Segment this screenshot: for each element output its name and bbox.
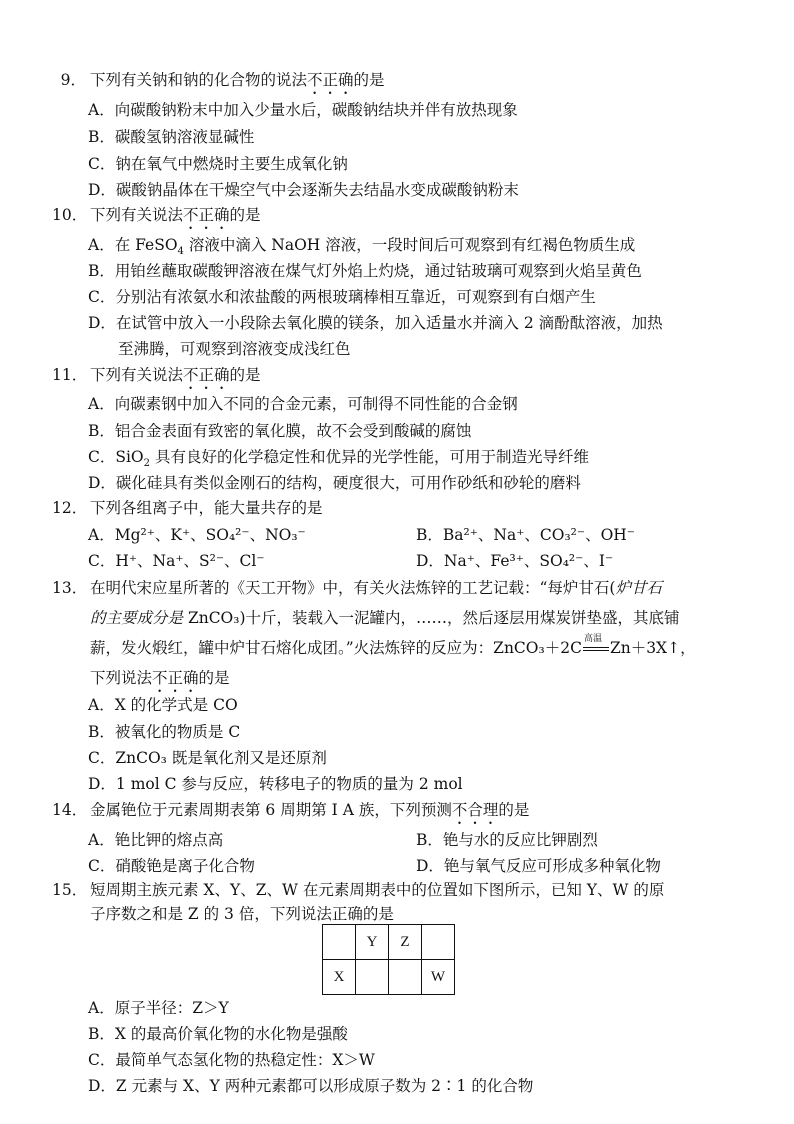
- q11-option-c-text-a: C．SiO: [88, 448, 144, 466]
- q15-number: 15．: [52, 881, 88, 899]
- grid-cell: [356, 960, 389, 995]
- q11-emphasis: 不正确: [183, 366, 230, 384]
- q13-line2-italic: 的主要成分是: [90, 609, 184, 627]
- q10-option-a-text-b: 溶液中滴入 NaOH 溶液，一段时间后可观察到有红褐色物质生成: [183, 236, 636, 254]
- reaction-condition-sign: [582, 634, 610, 658]
- q10-option-a: [88, 235, 636, 258]
- q14-stem-text-b: 的是: [498, 801, 530, 819]
- q13-line1-italic: 炉甘石: [615, 579, 662, 597]
- q10-number: 10．: [52, 206, 88, 224]
- q15-option-b: B．X 的最高价氧化物的水化物是强酸: [88, 1025, 348, 1043]
- grid-row-1: [323, 925, 455, 960]
- q13-stem-line4: [90, 668, 230, 696]
- q11-option-b: B．铝合金表面有致密的氧化膜，故不会受到酸碱的腐蚀: [88, 422, 472, 440]
- q11-number: 11．: [52, 366, 88, 384]
- q14-stem: [52, 800, 529, 828]
- q14-emphasis: 不合理: [451, 801, 499, 819]
- q12-stem: [52, 498, 323, 518]
- grid-cell: [323, 925, 356, 960]
- q9-number: 9．: [60, 71, 86, 89]
- grid-cell-y: Y: [356, 925, 389, 960]
- q14-option-c: C．硝酸铯是离子化合物: [88, 857, 255, 875]
- q13-line3-text-b: Zn＋3X↑，: [609, 639, 696, 657]
- grid-cell-w: W: [422, 960, 455, 995]
- reaction-condition-label: 高温: [583, 634, 602, 644]
- q9-stem-text-a: 下列有关钠和钠的化合物的说法: [90, 71, 308, 89]
- q9-stem: [52, 70, 385, 98]
- q10-stem-text-a: 下列有关说法: [90, 206, 184, 224]
- q12-option-d: D．Na⁺、Fe³⁺、SO₄²⁻、I⁻: [416, 552, 614, 570]
- q9-option-a: A．向碳酸钠粉末中加入少量水后，碳酸钠结块并伴有放热现象: [88, 101, 518, 119]
- q13-emphasis: 不正确: [152, 669, 199, 687]
- grid-cell-z: Z: [389, 925, 422, 960]
- q9-stem-text-b: 的是: [353, 71, 385, 89]
- q14-option-d: D．铯与氧气反应可形成多种氧化物: [416, 857, 661, 875]
- q15-stem-line1: [52, 880, 664, 900]
- q10-subscript: 4: [177, 246, 184, 258]
- q13-option-c: C．ZnCO₃ 既是氧化剂又是还原剂: [88, 749, 327, 767]
- q14-option-b: B．铯与水的反应比钾剧烈: [416, 831, 598, 849]
- q11-option-a: A．向碳素钢中加入不同的合金元素，可制得不同性能的合金钢: [88, 395, 518, 413]
- q13-line4-text-b: 的是: [198, 669, 230, 687]
- q10-emphasis: 不正确: [183, 206, 230, 224]
- q12-option-b: B．Ba²⁺、Na⁺、CO₃²⁻、OH⁻: [416, 526, 635, 544]
- q9-option-d: D．碳酸钠晶体在干燥空气中会逐渐失去结晶水变成碳酸钠粉末: [88, 181, 519, 199]
- q12-number: 12．: [52, 499, 88, 517]
- periodic-table-fragment: [322, 924, 455, 995]
- q13-option-b: B．被氧化的物质是 C: [88, 723, 241, 741]
- q15-stem-line2: 子序数之和是 Z 的 3 倍，下列说法正确的是: [90, 905, 394, 923]
- grid-cell: [389, 960, 422, 995]
- q13-line2-text: ZnCO₃)十斤，装载入一泥罐内，……，然后逐层用煤炭饼垫盛，其底铺: [183, 609, 680, 627]
- q10-option-b: B．用铂丝蘸取碳酸钾溶液在煤气灯外焰上灼烧，通过钴玻璃可观察到火焰呈黄色: [88, 262, 642, 280]
- q11-option-c: [88, 447, 589, 470]
- q15-option-a: A．原子半径：Z＞Y: [88, 999, 229, 1017]
- q9-option-b: B．碳酸氢钠溶液显碱性: [88, 128, 255, 146]
- q10-option-a-text-a: A．在 FeSO: [88, 236, 178, 254]
- q13-option-a: A．X 的化学式是 CO: [88, 696, 238, 714]
- q14-option-a: A．铯比钾的熔点高: [88, 831, 224, 849]
- q10-option-d-line2: 至沸腾，可观察到溶液变成浅红色: [118, 340, 351, 358]
- q15-option-d: D．Z 元素与 X、Y 两种元素都可以形成原子数为 2∶1 的化合物: [88, 1077, 534, 1095]
- q11-stem-text-a: 下列有关说法: [90, 366, 184, 384]
- q13-line1-text: 在明代宋应星所著的《天工开物》中，有关火法炼锌的工艺记载：“每炉甘石(: [90, 579, 616, 597]
- q15-line1-text: 短周期主族元素 X、Y、Z、W 在元素周期表中的位置如下图所示，已知 Y、W 的原: [90, 881, 665, 899]
- grid-cell-x: X: [323, 960, 356, 995]
- q10-stem-text-b: 的是: [229, 206, 261, 224]
- q13-stem-line2: [90, 608, 680, 628]
- q11-option-c-text-b: 具有良好的化学稳定性和优异的光学性能，可用于制造光导纤维: [150, 448, 589, 466]
- q10-stem: [52, 205, 261, 233]
- q9-option-c: C．钠在氧气中燃烧时主要生成氧化钠: [88, 155, 348, 173]
- q10-option-c: C．分别沾有浓氨水和浓盐酸的两根玻璃棒相互靠近，可观察到有白烟产生: [88, 288, 596, 306]
- grid-row-2: [323, 960, 455, 995]
- q12-option-a: A．Mg²⁺、K⁺、SO₄²⁻、NO₃⁻: [88, 526, 306, 544]
- q9-emphasis: 不正确: [307, 71, 354, 89]
- q11-stem: [52, 365, 261, 393]
- q13-line3-text-a: 薪，发火煅红，罐中炉甘石熔化成团。”火法炼锌的反应为：ZnCO₃＋2C: [90, 639, 582, 657]
- q13-stem-line3: [90, 634, 696, 658]
- q13-stem-line1: [52, 578, 662, 598]
- q10-option-d-line1: D．在试管中放入一小段除去氧化膜的镁条，加入适量水并滴入 2 滴酚酞溶液，加热: [88, 314, 663, 332]
- q12-stem-text: 下列各组离子中，能大量共存的是: [90, 499, 323, 517]
- q15-option-c: C．最简单气态氢化物的热稳定性：X＞W: [88, 1051, 375, 1069]
- q11-stem-text-b: 的是: [229, 366, 261, 384]
- q13-line4-text-a: 下列说法: [90, 669, 153, 687]
- q11-option-d: D．碳化硅具有类似金刚石的结构，硬度很大，可用作砂纸和砂轮的磨料: [88, 474, 581, 492]
- grid-cell: [422, 925, 455, 960]
- q14-stem-text-a: 金属铯位于元素周期表第 6 周期第 Ⅰ A 族，下列预测: [90, 801, 452, 819]
- q13-number: 13．: [52, 579, 88, 597]
- q14-number: 14．: [52, 801, 88, 819]
- q11-subscript: 2: [143, 458, 151, 470]
- q13-option-d: D．1 mol C 参与反应，转移电子的物质的量为 2 mol: [88, 775, 463, 793]
- q12-option-c: C．H⁺、Na⁺、S²⁻、Cl⁻: [88, 552, 265, 570]
